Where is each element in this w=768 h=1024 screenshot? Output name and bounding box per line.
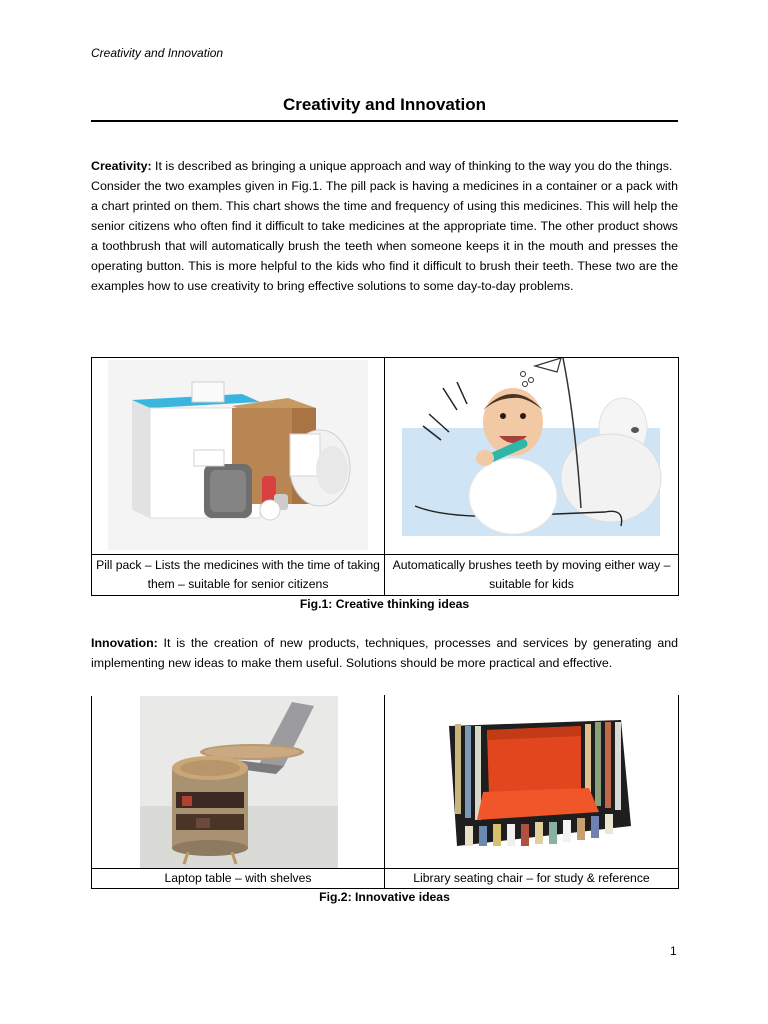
fig1-caption-right: Automatically brushes teeth by moving either way – suitable for kids	[392, 558, 671, 591]
fig1-label: Fig.1: Creative thinking ideas	[299, 597, 470, 611]
fig2-table	[91, 695, 679, 889]
fig2-caption-right: Library seating chair – for study & reference	[413, 871, 650, 885]
fig2-cell-library-chair	[385, 696, 679, 869]
creativity-paragraph	[91, 156, 678, 296]
fig2-cell-laptop-table	[92, 696, 385, 869]
innovation-term: Innovation:	[91, 636, 158, 650]
creativity-definition: It is described as bringing a unique approach and way of thinking to the way you do the things.	[151, 159, 673, 173]
creativity-body: Consider the two examples given in Fig.1. The pill pack is having a medicines in a container or a pack with a chart printed on them. This chart shows the time and frequency of using this medicines. This will help the senior citizens who often find it difficult to take medicines at the appropriate time. The other product shows a toothbrush that will automatically brush the teeth when someone keeps it in the mouth and presses the operating button. This is more helpful to the kids who find it difficult to brush their teeth. These two are the examples how to use creativity to bring effective solutions to some day-to-day problems.	[91, 179, 678, 293]
page-title: Creativity and Innovation	[282, 95, 487, 114]
fig2-label: Fig.2: Innovative ideas	[319, 890, 450, 904]
innovation-definition: It is the creation of new products, techniques, processes and services by generating and implementing new ideas to make them useful. Solutions should be more practical and effective.	[91, 636, 678, 670]
running-header: Creativity and Innovation	[91, 46, 224, 60]
pill-pack-image	[92, 358, 384, 554]
fig1-cell-toothbrush	[385, 358, 679, 555]
fig2-caption-left: Laptop table – with shelves	[164, 871, 312, 885]
creativity-term: Creativity:	[91, 159, 152, 173]
fig1-table	[91, 357, 679, 596]
page-number: 1	[670, 944, 677, 958]
fig1-caption-left: Pill pack – Lists the medicines with the time of taking them – suitable for senior citizens	[96, 558, 380, 591]
toothbrush-kid-image	[385, 358, 678, 554]
fig1-cell-pill-pack	[92, 358, 385, 555]
laptop-table-image	[92, 696, 384, 868]
title-divider	[91, 120, 678, 122]
library-chair-image	[385, 696, 678, 868]
innovation-paragraph	[91, 633, 678, 673]
